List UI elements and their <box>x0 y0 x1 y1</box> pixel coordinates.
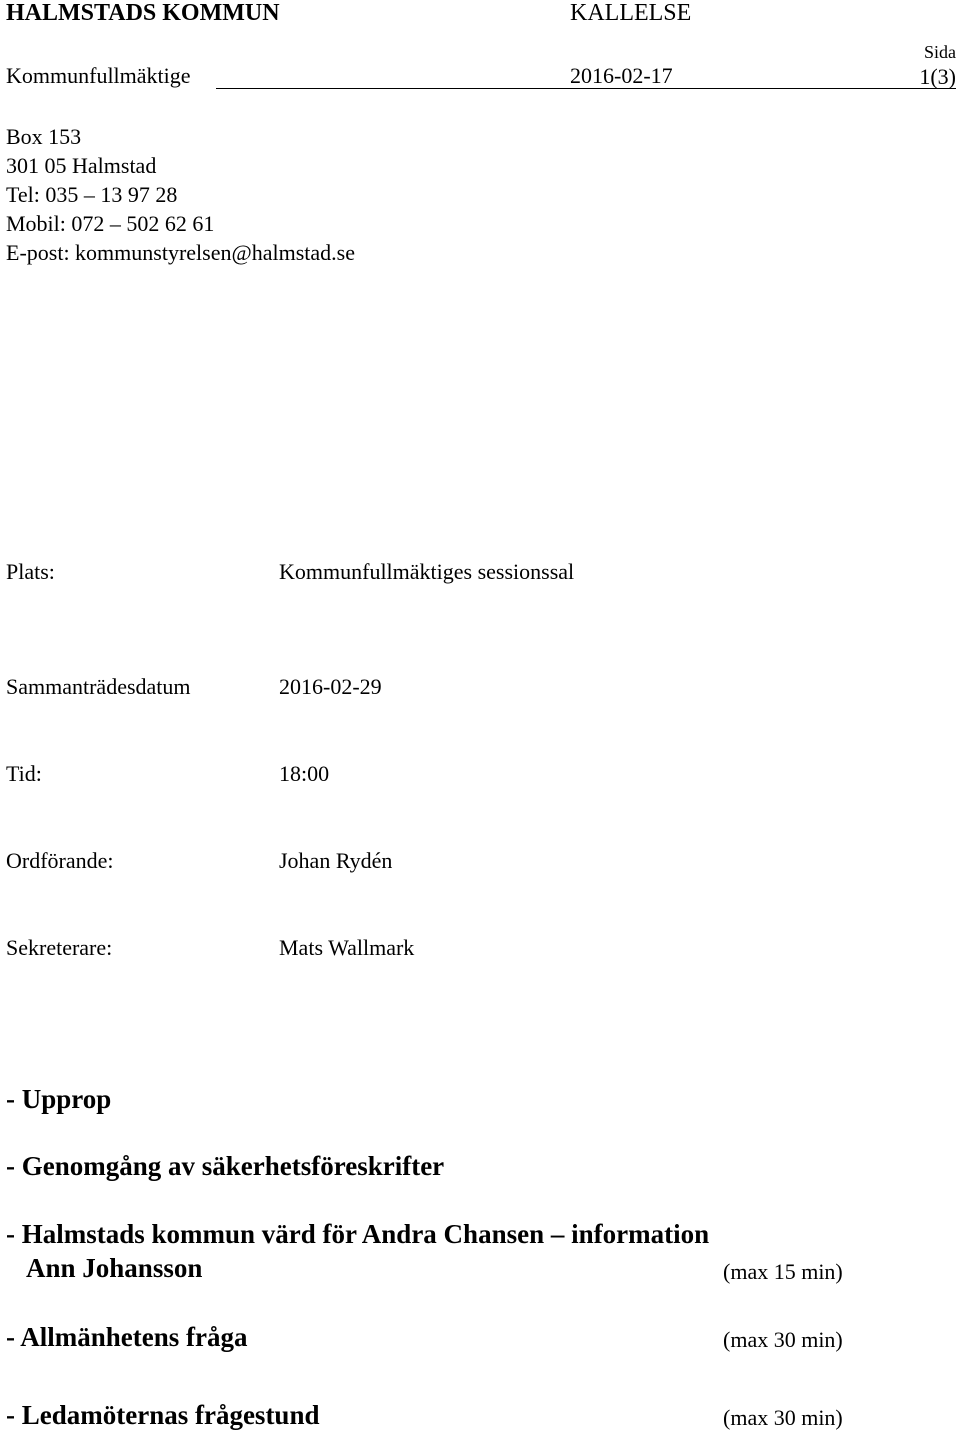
secretary-label: Sekreterare: <box>6 935 113 960</box>
address-email: E-post: kommunstyrelsen@halmstad.se <box>6 240 355 265</box>
address-box: Box 153 <box>6 124 82 149</box>
department-name: Kommunfullmäktige <box>6 63 191 88</box>
agenda-item-duration: (max 30 min) <box>723 1327 843 1352</box>
place-value: Kommunfullmäktiges sessionssal <box>279 559 575 584</box>
agenda-item-duration: (max 15 min) <box>723 1259 843 1284</box>
page-label: Sida <box>923 42 956 62</box>
agenda-item-presenter: Ann Johansson <box>26 1253 203 1283</box>
chair-value: Johan Rydén <box>279 848 393 873</box>
time-value: 18:00 <box>279 761 330 786</box>
document-date: 2016-02-17 <box>570 63 673 88</box>
document-type: KALLELSE <box>570 0 692 26</box>
organization-name: HALMSTADS KOMMUN <box>6 0 280 26</box>
agenda-item-public-question: - Allmänhetens fråga <box>6 1322 248 1352</box>
agenda-item-safety: - Genomgång av säkerhetsföreskrifter <box>6 1151 445 1181</box>
time-label: Tid: <box>6 761 42 786</box>
agenda-item-duration: (max 30 min) <box>723 1405 843 1430</box>
address-tel: Tel: 035 – 13 97 28 <box>6 182 178 207</box>
header-divider <box>216 88 956 89</box>
address-postal: 301 05 Halmstad <box>6 153 157 178</box>
chair-label: Ordförande: <box>6 848 114 873</box>
agenda-item-upprop: - Upprop <box>6 1084 112 1114</box>
page-number: 1(3) <box>919 64 956 89</box>
meeting-date-label: Sammanträdesdatum <box>6 674 191 699</box>
place-label: Plats: <box>6 559 55 584</box>
address-mobile: Mobil: 072 – 502 62 61 <box>6 211 215 236</box>
agenda-item-member-questions: - Ledamöternas frågestund <box>6 1400 320 1430</box>
secretary-value: Mats Wallmark <box>279 935 415 960</box>
meeting-date-value: 2016-02-29 <box>279 674 382 699</box>
agenda-item-andra-chansen: - Halmstads kommun värd för Andra Chansen – information <box>6 1219 710 1249</box>
